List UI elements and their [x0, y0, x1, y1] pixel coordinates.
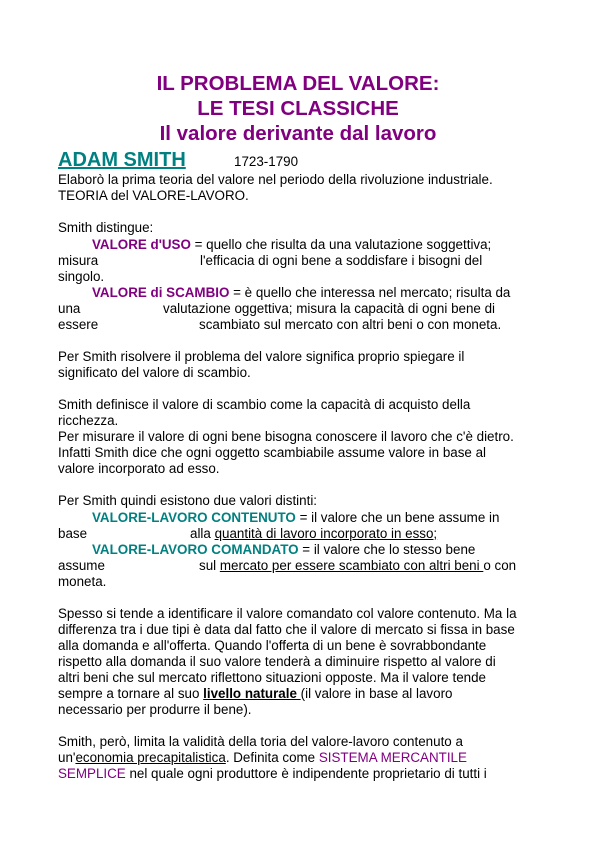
title-line-2: LE TESI CLASSICHE — [197, 97, 399, 120]
paragraph-4-line-3: alla domanda e all'offerta. Quando l'offerta di un bene è sovrabbondante — [58, 638, 487, 653]
contenuto-line-2b — [190, 526, 437, 542]
author-years: 1723-1790 — [234, 154, 299, 169]
valore-scambio-line — [92, 285, 510, 301]
paragraph-2-line-4: Infatti Smith dice che ogni oggetto scambiabile assume valore in base al — [58, 445, 486, 460]
comandato-term: VALORE-LAVORO COMANDATO — [92, 542, 299, 557]
paragraph-5-line-2 — [58, 750, 467, 766]
paragraph-2-line-2: ricchezza. — [58, 413, 119, 428]
comandato-sul: sul — [199, 558, 220, 573]
p5l2-mid: . Definita come — [225, 750, 319, 765]
valore-scambio-line-2a: una — [58, 301, 81, 316]
p4l6-end: (il valore in base al lavoro — [300, 686, 453, 701]
p4l6-start: sempre a tornare al suo — [58, 686, 204, 701]
valore-scambio-definition: = è quello che interessa nel mercato; risulta da — [229, 285, 511, 300]
paragraph-2-line-5: valore incorporato ad esso. — [58, 461, 220, 476]
valore-uso-line-2a: misura — [58, 253, 99, 268]
paragraph-4-line-7: necessario per produrre il bene). — [58, 702, 252, 717]
valore-uso-term: VALORE d'USO — [92, 237, 191, 252]
valore-uso-line-2b: l'efficacia di ogni bene a soddisfare i bisogni del — [200, 253, 483, 268]
sistema-mercantile: SISTEMA MERCANTILE — [318, 750, 467, 765]
contenuto-definition: = il valore che un bene assume in — [295, 510, 500, 525]
paragraph-4-line-2: differenza tra i due tipi è data dal fatto che il valore di mercato si fissa in base — [58, 622, 515, 637]
paragraph-4-line-5: altri beni che sul mercato riflettono situazioni opposte. Ma il valore tende — [58, 670, 486, 685]
valore-scambio-line-3b: scambiato sul mercato con altri beni o con moneta. — [199, 317, 502, 332]
valore-scambio-line-3a: essere — [58, 317, 99, 332]
paragraph-5-line-3 — [58, 766, 487, 782]
economia-precapitalistica: economia precapitalistica — [75, 750, 226, 765]
author-name: ADAM SMITH — [58, 149, 186, 171]
p5l2-start: un' — [58, 750, 76, 765]
comandato-underlined: mercato per essere scambiato con altri beni — [219, 558, 484, 573]
valore-uso-line-3: singolo. — [58, 269, 105, 284]
p5l3-end: nel quale ogni produttore è indipendente proprietario di tutti i — [125, 766, 487, 781]
distingue-line: Smith distingue: — [58, 220, 154, 235]
semplice: SEMPLICE — [58, 766, 126, 781]
paragraph-3-line: Per Smith quindi esistono due valori distinti: — [58, 493, 318, 508]
subtitle: Il valore derivante dal lavoro — [159, 122, 437, 145]
contenuto-underlined: quantità di lavoro incorporato in esso; — [214, 526, 438, 541]
valore-scambio-term: VALORE di SCAMBIO — [92, 285, 230, 300]
valore-scambio-line-2b: valutazione oggettiva; misura la capacità di ogni bene di — [163, 301, 496, 316]
paragraph-4-line-6 — [58, 686, 452, 702]
livello-naturale: livello naturale — [203, 686, 301, 701]
paragraph-2-line-1: Smith definisce il valore di scambio come la capacità di acquisto della — [58, 397, 471, 412]
contenuto-line — [92, 510, 499, 526]
paragraph-1-line-2: significato del valore di scambio. — [58, 365, 251, 380]
comandato-line-3: moneta. — [58, 574, 107, 589]
paragraph-5-line-1: Smith, però, limita la validità della toria del valore-lavoro contenuto a — [58, 734, 463, 749]
paragraph-4-line-1: Spesso si tende a identificare il valore comandato col valore contenuto. Ma la — [58, 606, 517, 621]
paragraph-1-line-1: Per Smith risolvere il problema del valore significa proprio spiegare il — [58, 349, 465, 364]
comandato-line — [92, 542, 475, 558]
contenuto-term: VALORE-LAVORO CONTENUTO — [92, 510, 296, 525]
intro-line-2: TEORIA del VALORE-LAVORO. — [58, 188, 249, 203]
valore-uso-definition: = quello che risulta da una valutazione soggettiva; — [190, 237, 492, 252]
paragraph-2-line-3: Per misurare il valore di ogni bene bisogna conoscere il lavoro che c'è dietro. — [58, 429, 514, 444]
valore-uso-line — [92, 237, 491, 253]
paragraph-4-line-4: rispetto alla domanda il suo valore tenderà a diminuire rispetto al valore di — [58, 654, 496, 669]
contenuto-line-2a: base — [58, 526, 88, 541]
intro-line-1: Elaborò la prima teoria del valore nel periodo della rivoluzione industriale. — [58, 172, 493, 187]
contenuto-alla: alla — [190, 526, 215, 541]
comandato-definition: = il valore che lo stesso bene — [298, 542, 476, 557]
comandato-o-con: o con — [483, 558, 517, 573]
comandato-line-2b — [199, 558, 516, 574]
title-line-1: IL PROBLEMA DEL VALORE: — [156, 72, 440, 95]
comandato-line-2a: assume — [58, 558, 105, 573]
